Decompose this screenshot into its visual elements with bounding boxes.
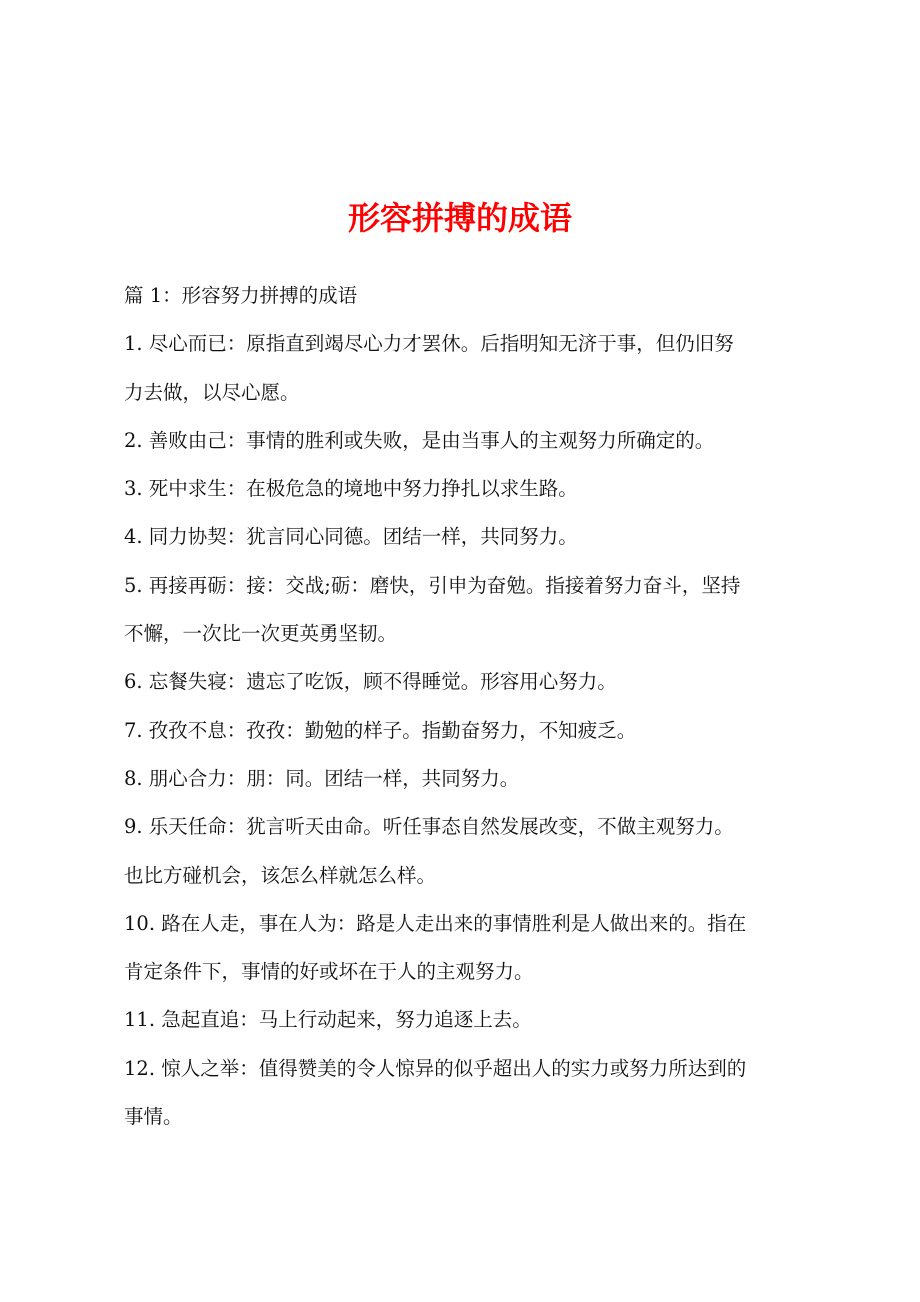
idiom-item (124, 513, 824, 561)
section-heading: 篇 1：形容努力拼搏的成语 (124, 284, 358, 307)
idiom-line: 5. 再接再砺：接：交战;砺：磨快，引申为奋勉。指接着努力奋斗，坚持 (124, 573, 741, 597)
idiom-item (124, 755, 824, 803)
idiom-line: 3. 死中求生：在极危急的境地中努力挣扎以求生路。 (124, 477, 578, 501)
idiom-item (124, 562, 824, 659)
idiom-line: 11. 急起直追：马上行动起来，努力追逐上去。 (124, 1008, 532, 1032)
idiom-line: 12. 惊人之举：值得赞美的令人惊异的似乎超出人的实力或努力所达到的 (124, 1056, 747, 1080)
idiom-line: 6. 忘餐失寝：遗忘了吃饭，顾不得睡觉。形容用心努力。 (124, 670, 617, 694)
idiom-item (124, 465, 824, 513)
idiom-item (124, 658, 824, 706)
idiom-line: 也比方碰机会，该怎么样就怎么样。 (124, 863, 437, 887)
idiom-line: 肯定条件下，事情的好或坏在于人的主观努力。 (124, 960, 534, 984)
idiom-line: 1. 尽心而已：原指直到竭尽心力才罢休。后指明知无济于事，但仍旧努 (124, 332, 734, 356)
idiom-line: 10. 路在人走，事在人为：路是人走出来的事情胜利是人做出来的。指在 (124, 911, 747, 935)
idiom-item (124, 996, 824, 1044)
idiom-line: 事情。 (124, 1105, 183, 1129)
document-title: 形容拼搏的成语 (347, 199, 572, 237)
idiom-list (124, 320, 824, 1141)
idiom-line: 4. 同力协契：犹言同心同德。团结一样，共同努力。 (124, 525, 578, 549)
idiom-item (124, 1045, 824, 1142)
document-body (124, 272, 824, 1141)
idiom-line: 力去做，以尽心愿。 (124, 380, 300, 404)
idiom-item (124, 900, 824, 997)
idiom-line: 7. 孜孜不息：孜孜：勤勉的样子。指勤奋努力，不知疲乏。 (124, 718, 637, 742)
idiom-line: 2. 善败由己：事情的胜利或失败，是由当事人的主观努力所确定的。 (124, 428, 715, 452)
idiom-item (124, 417, 824, 465)
idiom-line: 8. 朋心合力：朋：同。团结一样，共同努力。 (124, 766, 520, 790)
idiom-item (124, 803, 824, 900)
idiom-line: 9. 乐天任命：犹言听天由命。听任事态自然发展改变，不做主观努力。 (124, 815, 734, 839)
idiom-line: 不懈，一次比一次更英勇坚韧。 (124, 622, 398, 646)
idiom-item (124, 320, 824, 417)
idiom-item (124, 707, 824, 755)
